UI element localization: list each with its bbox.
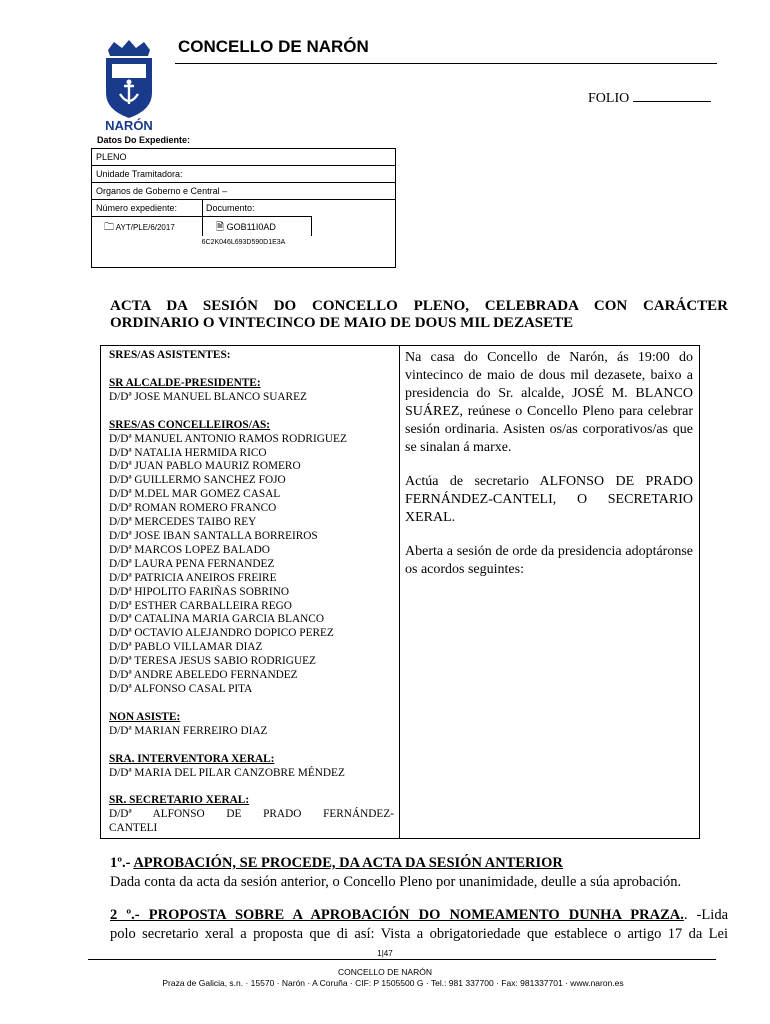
item1-title: APROBACIÓN, SE PROCEDE, DA ACTA DA SESIÓN ANTERIOR (133, 855, 563, 871)
non-asiste-label: NON ASISTE: (109, 710, 181, 723)
concelleiros-label: SRES/AS CONCELLEIROS/AS: (109, 418, 271, 431)
secretario-name-line1: D/Dª ALFONSO DE PRADO FERNÁNDEZ- (109, 808, 394, 821)
documento-label: Documento: (206, 203, 255, 213)
secretario-name-line2: CANTELI (109, 822, 158, 835)
document-icon: 🗎 (216, 222, 225, 233)
documento-value: 🗎 GOB11I0AD (216, 222, 276, 233)
session-narrative (405, 349, 693, 595)
list-item: D/Dª MERCEDES TAIBO REY (109, 516, 257, 529)
list-item: D/Dª JOSE IBAN SANTALLA BORREIROS (109, 529, 318, 542)
non-asiste-name: D/Dª MARIAN FERREIRO DIAZ (109, 724, 268, 737)
item2-line2: polo secretario xeral a proposta que di así: Vista a obrigatoriedade que establece o artigo 17 da Lei (110, 926, 728, 942)
numero-expediente-label: Número expediente: (96, 203, 178, 213)
footer-name: CONCELLO DE NARÓN (338, 967, 432, 977)
list-item: D/Dª TERESA JESUS SABIO RODRIGUEZ (109, 655, 316, 668)
attendees-header: SRES/AS ASISTENTES: (109, 349, 231, 361)
list-item: D/Dª ANDRE ABELEDO FERNANDEZ (109, 669, 298, 682)
item1-heading (110, 855, 563, 872)
list-item: D/Dª GUILLERMO SANCHEZ FOJO (109, 474, 286, 487)
folio-blank (633, 89, 711, 102)
expediente-row-organos: Organos de Goberno e Central – (92, 183, 395, 200)
item2-line1 (110, 906, 728, 925)
alcalde-name: D/Dª JOSE MANUEL BLANCO SUAREZ (109, 390, 307, 403)
naron-coat-of-arms-logo (100, 38, 158, 134)
item2-title: 2 º.- PROPOSTA SOBRE A APROBACIÓN DO NOMEAMENTO DUNHA PRAZA. (110, 907, 684, 923)
interventora-name: D/Dª MARIA DEL PILAR CANZOBRE MÉNDEZ (109, 766, 345, 779)
item1-number: 1º.- (110, 855, 134, 871)
secretario-label: SR. SECRETARIO XERAL: (109, 794, 250, 807)
list-item: D/Dª ROMAN ROMERO FRANCO (109, 502, 277, 515)
footer-divider (88, 959, 716, 960)
header-divider (175, 63, 717, 64)
list-item: D/Dª ALFONSO CASAL PITA (109, 682, 253, 695)
list-item: D/Dª JUAN PABLO MAURIZ ROMERO (109, 460, 301, 473)
expediente-code: 6C2K046L693D590D1E3A (201, 239, 286, 246)
acta-title (110, 298, 728, 332)
list-item: D/Dª PATRICIA ANEIROS FREIRE (109, 571, 277, 584)
folio-label: FOLIO (588, 91, 630, 106)
attendees-column (109, 349, 394, 836)
page-number: 1|47 (377, 949, 393, 958)
alcalde-label: SR ALCALDE-PRESIDENTE: (109, 376, 261, 389)
numero-expediente-value: 🗀 AYT/PLE/6/2017 (104, 222, 175, 233)
session-table-divider (399, 345, 400, 839)
expediente-row-pleno: PLENO (92, 149, 395, 166)
list-item: D/Dª LAURA PENA FERNANDEZ (109, 557, 275, 570)
narrative-paragraph-2: Actúa de secretario ALFONSO DE PRADO FERNÁNDEZ-CANTELI, O SECRETARIO XERAL. (405, 474, 693, 525)
expediente-box (91, 148, 396, 268)
logo-wordmark: NARÓN (105, 118, 153, 133)
acta-title-line2: ORDINARIO O VINTECINCO DE MAIO DE DOUS MIL DEZASETE (110, 315, 574, 331)
list-item: D/Dª CATALINA MARIA GARCIA BLANCO (109, 613, 324, 626)
expediente-row-unidade: Unidade Tramitadora: (92, 166, 395, 183)
list-item: D/Dª OCTAVIO ALEJANDRO DOPICO PEREZ (109, 627, 334, 640)
item1-text: Dada conta da acta da sesión anterior, o Concello Pleno por unanimidade, deulle a súa aprobación. (110, 874, 682, 890)
list-item: D/Dª ESTHER CARBALLEIRA REGO (109, 599, 292, 612)
narrative-paragraph-3: Aberta a sesión de orde da presidencia adoptáronse os acordos seguintes: (405, 544, 693, 577)
page-title: CONCELLO DE NARÓN (178, 37, 369, 56)
list-item: D/Dª HIPOLITO FARIÑAS SOBRINO (109, 585, 290, 598)
interventora-label: SRA. INTERVENTORA XERAL: (109, 752, 275, 765)
folio-field (588, 89, 711, 107)
item2-text-start: . -Lida (683, 907, 729, 923)
footer-address: Praza de Galicia, s.n. · 15570 · Narón · A Coruña · CIF: P 1505500 G · Tel.: 981 337700 · Fax: 981337701 · www.naron.es (162, 978, 624, 988)
acta-title-line1: ACTA DA SESIÓN DO CONCELLO PLENO, CELEBRADA CON CARÁCTER (110, 298, 728, 314)
list-item: D/Dª NATALIA HERMIDA RICO (109, 446, 267, 459)
expediente-label: Datos Do Expediente: (97, 135, 191, 145)
narrative-paragraph-1: Na casa do Concello de Narón, ás 19:00 do vintecinco de maio de dous mil dezasete, baixo a presidencia do Sr. alcalde, JOSÉ M. BLANCO SUÁREZ, reúnese o Concello Pleno para celebrar sesión ordinaria. Asisten os/as corporativos/as que se sinalan á marxe. (405, 350, 693, 455)
list-item: D/Dª M.DEL MAR GOMEZ CASAL (109, 488, 281, 501)
folder-icon: 🗀 (104, 222, 114, 233)
list-item: D/Dª MARCOS LOPEZ BALADO (109, 543, 270, 556)
list-item: D/Dª MANUEL ANTONIO RAMOS RODRIGUEZ (109, 432, 347, 445)
list-item: D/Dª PABLO VILLAMAR DIAZ (109, 641, 263, 654)
item2-block (110, 906, 728, 944)
